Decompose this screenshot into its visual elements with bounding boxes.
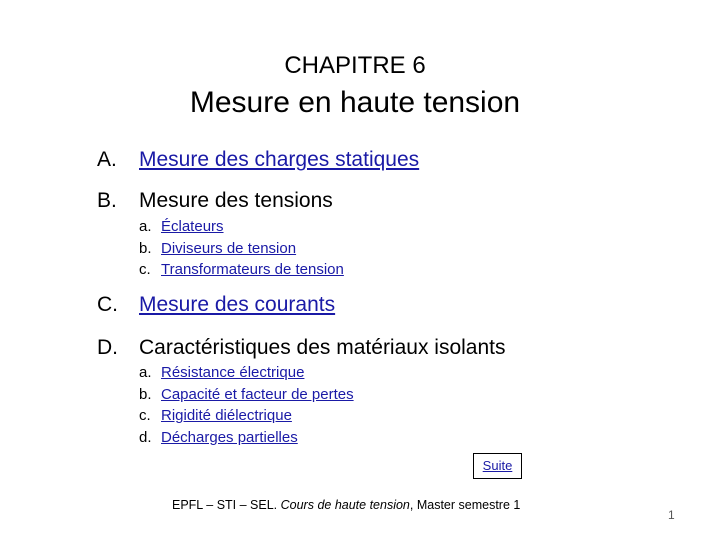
footer-prefix: EPFL – STI – SEL. xyxy=(172,498,278,512)
capacite-link[interactable]: Capacité et facteur de pertes xyxy=(161,385,354,403)
section-letter: D. xyxy=(97,336,118,359)
list-item xyxy=(139,362,354,384)
section-d-heading: Caractéristiques des matériaux isolants xyxy=(139,336,506,359)
section-c xyxy=(97,293,335,317)
list-item xyxy=(139,259,344,281)
decharges-link[interactable]: Décharges partielles xyxy=(161,428,298,446)
section-letter: A. xyxy=(97,148,117,171)
item-letter: d. xyxy=(139,428,152,446)
list-item xyxy=(139,405,354,427)
suite-link[interactable]: Suite xyxy=(482,458,513,473)
list-item xyxy=(139,384,354,406)
page-title: Mesure en haute tension xyxy=(189,86,521,119)
diviseurs-link[interactable]: Diviseurs de tension xyxy=(161,239,297,257)
footer-course: Cours de haute tension xyxy=(280,498,410,512)
item-letter: a. xyxy=(139,364,152,381)
eclateurs-link[interactable]: Éclateurs xyxy=(161,218,224,235)
footer-suffix: , Master semestre 1 xyxy=(409,498,521,512)
section-letter: B. xyxy=(97,189,117,212)
footer xyxy=(172,498,520,512)
section-d-list xyxy=(139,362,354,448)
resistance-link[interactable]: Résistance électrique xyxy=(161,364,305,381)
section-a xyxy=(97,148,419,172)
list-item xyxy=(139,427,354,449)
section-d xyxy=(97,336,506,360)
section-b-list xyxy=(139,216,344,281)
section-b-heading: Mesure des tensions xyxy=(139,189,333,212)
suite-button[interactable] xyxy=(473,453,522,479)
section-c-link[interactable]: Mesure des courants xyxy=(139,293,336,316)
transformateurs-link[interactable]: Transformateurs de tension xyxy=(161,261,344,278)
page-number: 1 xyxy=(668,508,675,522)
rigidite-link[interactable]: Rigidité diélectrique xyxy=(161,407,292,424)
section-b xyxy=(97,189,333,213)
list-item xyxy=(139,216,344,238)
section-letter: C. xyxy=(97,293,118,316)
section-a-link[interactable]: Mesure des charges statiques xyxy=(139,148,420,171)
chapter-label: CHAPITRE 6 xyxy=(284,52,426,79)
item-letter: b. xyxy=(139,385,152,403)
item-letter: a. xyxy=(139,218,152,235)
item-letter: c. xyxy=(139,261,151,278)
item-letter: b. xyxy=(139,239,152,257)
item-letter: c. xyxy=(139,407,151,424)
list-item xyxy=(139,238,344,260)
